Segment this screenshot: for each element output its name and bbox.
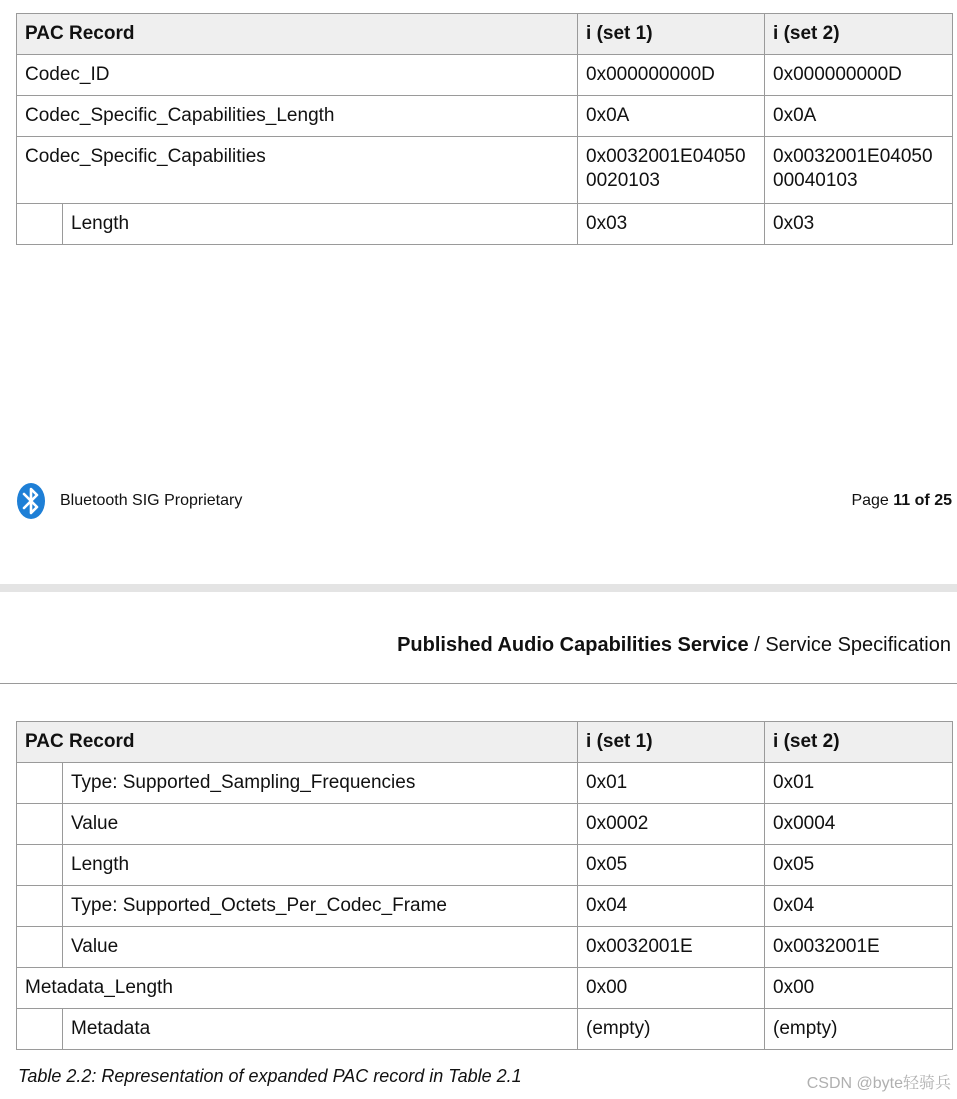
cell-set-1 <box>578 137 765 204</box>
pac-record-table-1 <box>16 13 953 245</box>
doc-title: Published Audio Capabilities Service <box>397 634 749 656</box>
row-label: Length <box>63 204 578 245</box>
cell-set-2: 0x05 <box>765 845 953 886</box>
row-label: Metadata_Length <box>17 968 578 1009</box>
table-row <box>17 845 953 886</box>
cell-set-1: 0x05 <box>578 845 765 886</box>
cell-set-2: 0x01 <box>765 763 953 804</box>
header-set-1: i (set 1) <box>578 14 765 55</box>
cell-set-1: 0x000000000D <box>578 55 765 96</box>
table-row <box>17 96 953 137</box>
header-separator: / <box>748 634 766 656</box>
header-set-1: i (set 1) <box>578 722 765 763</box>
cell-set-2: (empty) <box>765 1009 953 1050</box>
cell-set-2: 0x00 <box>765 968 953 1009</box>
table-header-row <box>17 722 953 763</box>
cell-set-1: 0x04 <box>578 886 765 927</box>
row-label: Codec_ID <box>17 55 578 96</box>
cell-set-2: 0x04 <box>765 886 953 927</box>
page-header <box>397 634 951 657</box>
indent-cell <box>17 845 63 886</box>
row-label: Codec_Specific_Capabilities <box>17 137 578 204</box>
indent-cell <box>17 763 63 804</box>
doc-subtitle: Service Specification <box>765 634 951 656</box>
bluetooth-icon <box>16 482 46 520</box>
cell-set-2: 0x000000000D <box>765 55 953 96</box>
table-row <box>17 804 953 845</box>
row-label: Metadata <box>63 1009 578 1050</box>
company-label: Bluetooth SIG Proprietary <box>60 492 243 509</box>
table-row <box>17 137 953 204</box>
header-set-2: i (set 2) <box>765 14 953 55</box>
cell-set-1: 0x01 <box>578 763 765 804</box>
cell-set-1: 0x0032001E <box>578 927 765 968</box>
cell-set-2: 0x0A <box>765 96 953 137</box>
watermark: CSDN @byte轻骑兵 <box>806 1075 951 1092</box>
cell-set-1: (empty) <box>578 1009 765 1050</box>
cell-set-2: 0x03 <box>765 204 953 245</box>
header-pac-record: PAC Record <box>17 722 578 763</box>
indent-cell <box>17 204 63 245</box>
cell-set-2: 0x0004 <box>765 804 953 845</box>
table-row <box>17 55 953 96</box>
page-divider <box>0 584 957 592</box>
table-row <box>17 204 953 245</box>
row-label: Value <box>63 927 578 968</box>
table-header-row <box>17 14 953 55</box>
indent-cell <box>17 886 63 927</box>
row-label: Type: Supported_Sampling_Frequencies <box>63 763 578 804</box>
row-label: Length <box>63 845 578 886</box>
table-caption: Table 2.2: Representation of expanded PAC record in Table 2.1 <box>18 1066 522 1086</box>
table-row <box>17 886 953 927</box>
indent-cell <box>17 927 63 968</box>
header-pac-record: PAC Record <box>17 14 578 55</box>
page-current: 11 <box>893 492 911 509</box>
cell-set-1: 0x0A <box>578 96 765 137</box>
cell-line: 0x0032001E04050 <box>773 146 933 167</box>
page-total: 25 <box>934 492 952 509</box>
indent-cell <box>17 1009 63 1050</box>
cell-set-2 <box>765 137 953 204</box>
header-rule <box>0 683 957 684</box>
row-label: Codec_Specific_Capabilities_Length <box>17 96 578 137</box>
page-number <box>851 492 952 510</box>
page-footer <box>16 482 952 520</box>
table-row <box>17 927 953 968</box>
table-row <box>17 968 953 1009</box>
row-label: Value <box>63 804 578 845</box>
cell-set-2: 0x0032001E <box>765 927 953 968</box>
page-prefix: Page <box>851 492 889 509</box>
cell-line: 00040103 <box>773 170 858 191</box>
cell-set-1: 0x03 <box>578 204 765 245</box>
cell-line: 0020103 <box>586 170 660 191</box>
cell-set-1: 0x0002 <box>578 804 765 845</box>
row-label: Type: Supported_Octets_Per_Codec_Frame <box>63 886 578 927</box>
header-set-2: i (set 2) <box>765 722 953 763</box>
table-row <box>17 763 953 804</box>
page-of: of <box>914 492 930 509</box>
pac-record-table-2 <box>16 721 953 1050</box>
table-row <box>17 1009 953 1050</box>
cell-set-1: 0x00 <box>578 968 765 1009</box>
cell-line: 0x0032001E04050 <box>586 146 746 167</box>
indent-cell <box>17 804 63 845</box>
